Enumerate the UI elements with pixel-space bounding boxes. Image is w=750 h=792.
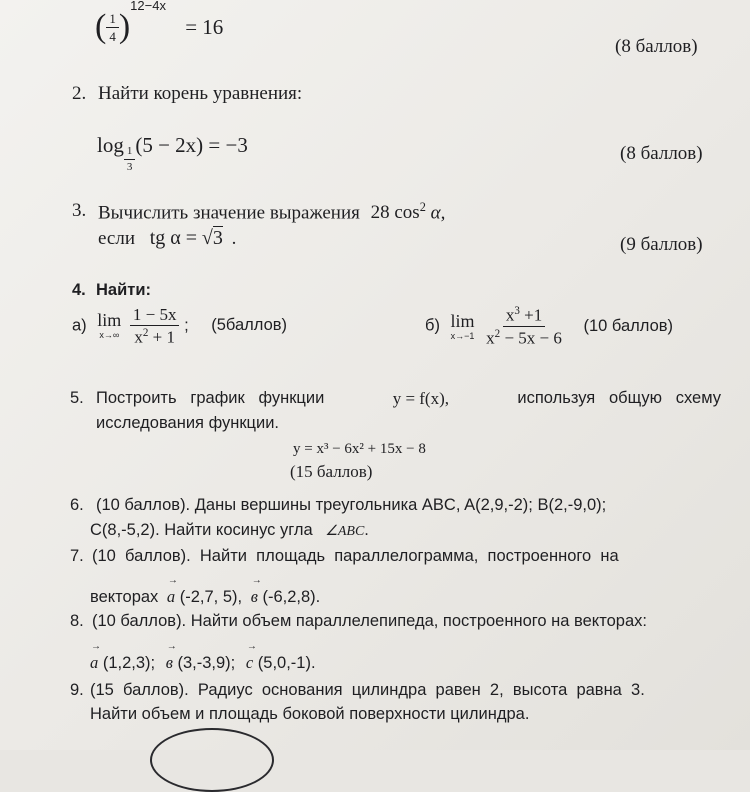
fraction-a-den-pow: 2 (142, 327, 149, 339)
log-label: log (97, 133, 124, 157)
problem-6-line2 (90, 521, 369, 540)
vector-b-coords: (3,-3,9); (177, 654, 236, 672)
fraction-a-den-rest: + 1 (148, 327, 175, 347)
fraction-b-num-rest: +1 (519, 305, 543, 325)
problem-3-number: 3. (72, 200, 87, 221)
problem-9-line1: (15 баллов). Радиус основания цилиндра равен 2, высота равна 3. (90, 681, 645, 699)
function-notation: y = f(x), (392, 389, 450, 408)
fraction-b-den-rest: − 5x − 6 (500, 328, 562, 348)
expr-power: 2 (419, 200, 426, 214)
part-a-points: (5баллов) (211, 316, 288, 335)
problem-4-text: Найти: (96, 281, 151, 299)
log-base-denominator: 3 (126, 160, 133, 173)
problem-4b (425, 306, 673, 346)
expr-var: α, (425, 202, 446, 224)
vector-arrow-icon: → (166, 641, 177, 652)
vector-arrow-icon: → (91, 641, 101, 652)
problem-6-line1: (10 баллов). Даны вершины треугольника ABC, A(2,9,-2); B(2,-9,0); (96, 496, 607, 514)
sqrt-value: 3 (212, 227, 223, 249)
lim-a: lim (97, 310, 122, 331)
vector-a-name: a (166, 587, 176, 606)
vector-arrow-icon: → (167, 575, 178, 586)
problem-3-line2 (98, 227, 236, 250)
condition-end: . (231, 228, 237, 249)
problem-6-number: 6. (70, 496, 84, 514)
vector-b-name: в (250, 587, 258, 606)
vectors-label: векторах (90, 588, 159, 606)
problem-4-number: 4. (72, 281, 86, 299)
vector-a-coords: (-2,7, 5), (179, 588, 243, 606)
part-b-points: (10 баллов) (583, 316, 674, 335)
problem-5-text: Построить график функции (96, 389, 325, 407)
part-b-label: б) (425, 316, 440, 335)
vector-b-coords: (-6,2,8). (262, 588, 321, 606)
part-a-label: а) (72, 316, 87, 335)
fraction-b-num-pow: 3 (514, 305, 520, 317)
sqrt-sign: √ (201, 227, 213, 249)
problem-6-text: C(8,-5,2). Найти косинус угла (90, 521, 313, 539)
problem-5-line1 (96, 389, 721, 409)
problem-1-points: (8 баллов) (615, 36, 698, 57)
base-denominator: 4 (109, 28, 116, 44)
problem-3-points: (9 баллов) (620, 234, 703, 255)
problem-5-number: 5. (70, 389, 84, 407)
hand-drawn-circle (150, 728, 274, 792)
vector-a-coords: (1,2,3); (102, 654, 156, 672)
exponent: 12−4x (130, 0, 166, 13)
condition-prefix: если (98, 228, 135, 249)
problem-8-number: 8. (70, 612, 84, 630)
problem-5-formula: y = x³ − 6x² + 15x − 8 (293, 441, 426, 457)
expr-coef: 28 cos (370, 202, 420, 224)
fraction-a-den-x: x (134, 327, 143, 347)
problem-6-end: . (364, 521, 369, 539)
problem-2-text: Найти корень уравнения: (98, 83, 303, 104)
problem-9-line2: Найти объем и площадь боковой поверхности цилиндра. (90, 705, 530, 723)
angle-abc: ∠ABC (325, 524, 365, 539)
fraction-a-numerator: 1 − 5x (130, 306, 180, 326)
problem-2-number: 2. (72, 83, 87, 104)
lim-b-limit: x→−1 (450, 330, 475, 341)
lim-a-limit: x→∞ (99, 330, 120, 341)
problem-5-points: (15 баллов) (290, 462, 373, 481)
fraction-b-den-pow: 2 (494, 327, 501, 340)
fraction-b-den-x: x (486, 328, 495, 348)
problem-4a (72, 306, 287, 346)
semicolon: ; (184, 316, 189, 335)
problem-5-text-end: используя общую схему (517, 389, 721, 407)
problem-8-line1: (10 баллов). Найти объем параллелепипеда, построенного на векторах: (92, 612, 647, 630)
vector-b-name: в (165, 653, 173, 672)
problem-9-number: 9. (70, 681, 84, 699)
problem-3-line1 (98, 200, 445, 224)
vector-c-coords: (5,0,-1). (257, 654, 316, 672)
problem-1-equation: ( $\frac{1}{4}$ )$^{12-4x}$ = 16 (95, 8, 223, 46)
problem-7-number: 7. (70, 547, 84, 565)
tg-expr: tg α = (149, 227, 198, 249)
problem-8-line2 (90, 641, 316, 673)
problem-7-line2 (90, 575, 321, 607)
problem-5-line2: исследования функции. (96, 414, 280, 432)
problem-3-text: Вычислить значение выражения (98, 202, 360, 224)
base-numerator: 1 (106, 12, 119, 28)
fraction-b-num-x: x (505, 305, 515, 325)
vector-a-name: a (90, 653, 99, 672)
log-base-numerator: 1 (124, 146, 136, 160)
vector-arrow-icon: → (251, 575, 262, 586)
vector-arrow-icon: → (246, 641, 257, 652)
problem-2-points: (8 баллов) (620, 143, 703, 164)
lim-b: lim (450, 310, 475, 331)
problem-7-line1: (10 баллов). Найти площадь параллелограмма, построенного на (92, 547, 619, 565)
vector-c-name: c (245, 653, 254, 672)
rhs: = 16 (185, 14, 224, 39)
log-argument: (5 − 2x) = −3 (135, 133, 248, 157)
problem-2-equation (97, 133, 248, 173)
